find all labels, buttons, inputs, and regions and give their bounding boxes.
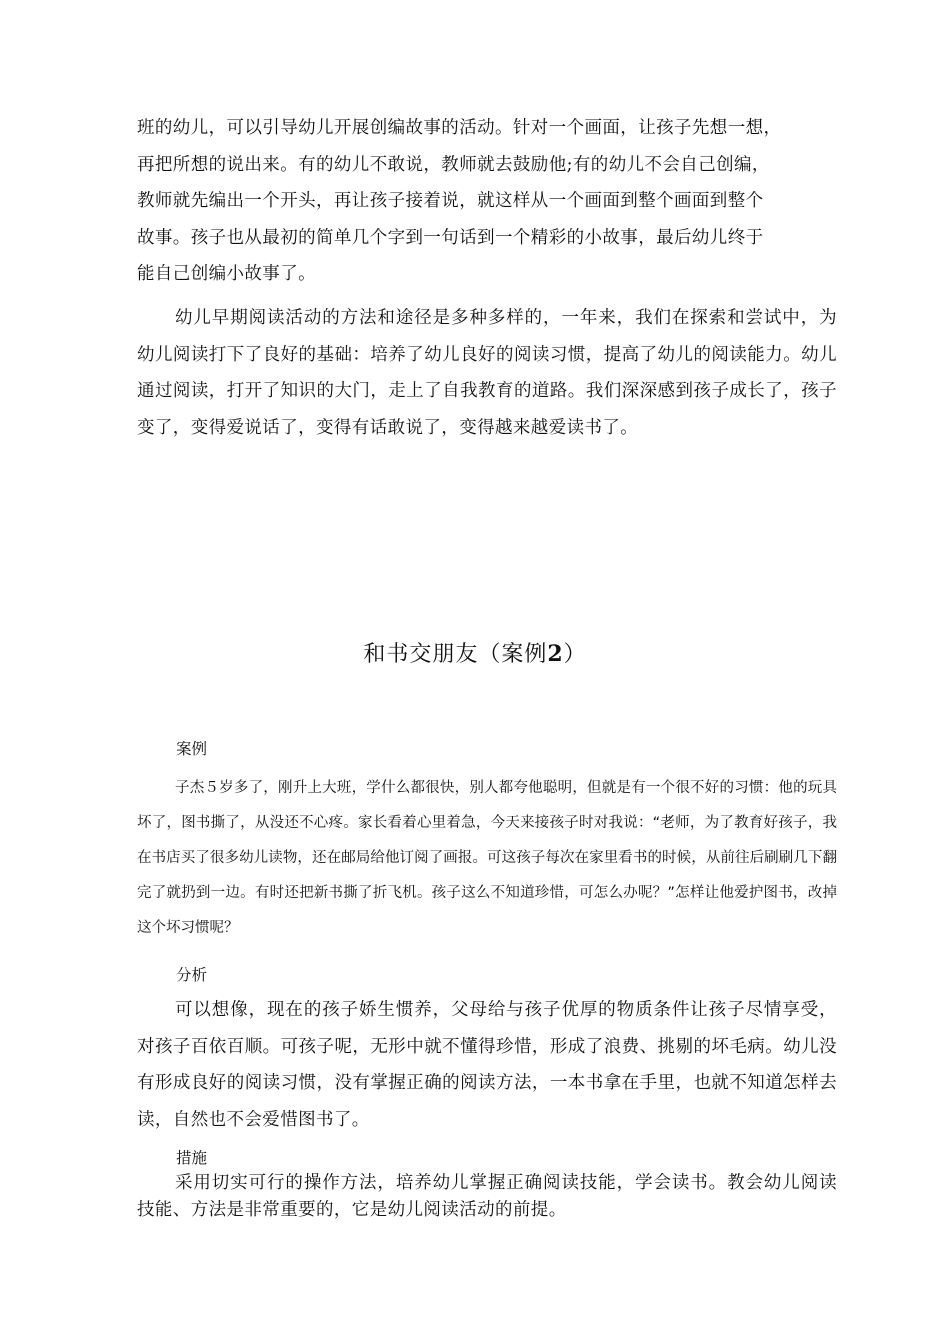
case-heading: 案例: [176, 740, 208, 758]
title-text: 和书交朋友（案例: [363, 642, 548, 667]
paragraph-creative-story: [137, 110, 837, 293]
text-line: 故事。孩子也从最初的简单几个字到一句话到一个精彩的小故事，最后幼儿终于: [137, 227, 764, 248]
paragraph-summary: [137, 300, 837, 446]
title-number: 2: [547, 641, 564, 667]
summary-text: 幼儿早期阅读活动的方法和途径是多种多样的，一年来，我们在探索和尝试中，为幼儿阅读打下了良好的基础：培养了幼儿良好的阅读习惯，提高了幼儿的阅读能力。幼儿通过阅读，打开了知识的大门，走上了自我教育的道路。我们深深感到孩子成长了，孩子变了，变得爱说话了，变得有话敢说了，变得越来越爱读书了。: [137, 308, 837, 438]
title-close: ）: [563, 642, 587, 667]
text-line: 再把所想的说出来。有的幼儿不敢说，教师就去鼓励他;有的幼儿不会自己创编，: [137, 154, 770, 175]
analysis-text: 可以想像，现在的孩子娇生惯养，父母给与孩子优厚的物质条件让孩子尽情享受，对孩子百依百顺。可孩子呢，无形中就不懂得珍惜，形成了浪费、挑剔的坏毛病。幼儿没有形成良好的阅读习惯，没有掌握正确的阅读方法，一本书拿在手里，也就不知道怎样去读，自然也不会爱惜图书了。: [137, 1000, 837, 1130]
measures-text: 采用切实可行的操作方法，培养幼儿掌握正确阅读技能，学会读书。教会幼儿阅读技能、方法是非常重要的，它是幼儿阅读活动的前提。: [137, 1173, 837, 1220]
text-line: 教师就先编出一个开头，再让孩子接着说，就这样从一个画面到整个画面到整个: [137, 191, 764, 211]
analysis-heading: 分析: [176, 966, 208, 984]
measures-heading: 措施: [176, 1149, 208, 1167]
text-line: 能自己创编小故事了。: [137, 264, 316, 284]
text-line: 班的幼儿，可以引导幼儿开展创编故事的活动。针对一个画面，让孩子先想一想，: [137, 118, 782, 138]
case-paragraph: [137, 771, 837, 946]
analysis-paragraph: [137, 992, 837, 1138]
section-title: [0, 637, 950, 668]
measures-paragraph: [137, 1170, 837, 1224]
case-text: 子杰５岁多了，刚升上大班，学什么都很快，别人都夸他聪明，但就是有一个很不好的习惯：他的玩具坏了，图书撕了，从没还不心疼。家长看着心里着急，今天来接孩子时对我说：“老师，为了教育好孩子，我在书店买了很多幼儿读物，还在邮局给他订阅了画报。可这孩子每次在家里看书的时候，从前往后刷刷几下翻完了就扔到一边。有时还把新书撕了折飞机。孩子这么不知道珍惜，可怎么办呢？”怎样让他爱护图书，改掉这个坏习惯呢？: [137, 780, 837, 936]
